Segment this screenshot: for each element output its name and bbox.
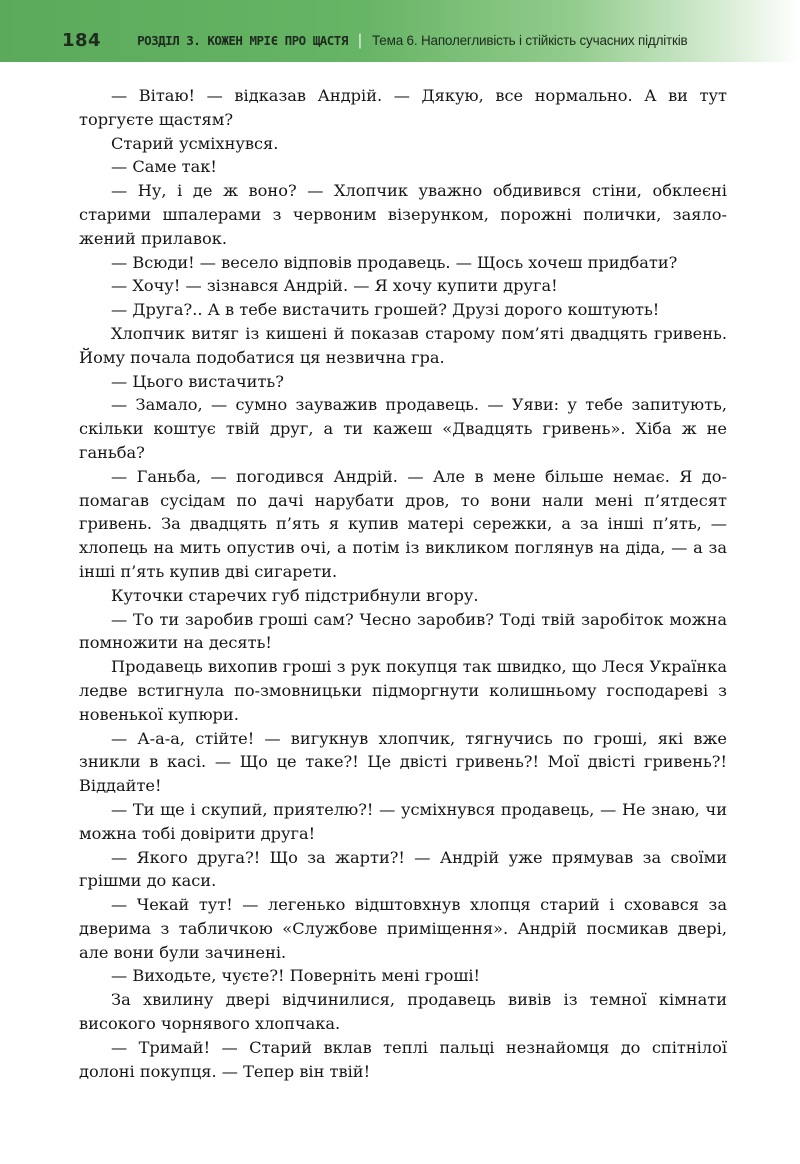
page-header — [0, 0, 800, 62]
paragraph: — Ну, і де ж воно? — Хлопчик уважно обдивився стіни, обклеєні старими шпалерами з червоним візерунком, порожні полички, заяложений прилавок. — [79, 181, 727, 248]
story-text — [79, 84, 727, 1083]
paragraph: — Якого друга?! Що за жарти?! — Андрій уже прямував за своїми грішми до каси. — [79, 847, 727, 891]
paragraph: Старий усміхнувся. — [111, 133, 279, 153]
paragraph: — Замало, — сумно зауважив продавець. — Уяви: у тебе запитують, скільки коштує твій друг, а ти кажеш «Двадцять гривень». Хіба ж не ганьба? — [79, 395, 727, 462]
paragraph: — А-а-а, стійте! — вигукнув хлопчик, тягнучись по гроші, які вже зникли в касі. — Що це таке?! Це двісті гривень?! Мої двісті гривень?! Віддайте! — [79, 728, 727, 796]
page-number: 184 — [62, 30, 102, 51]
paragraph: За хвилину двері відчинилися, продавець вивів із темної кімнати високого чорнявого хлопчака. — [79, 990, 727, 1034]
paragraph: Продавець вихопив гроші з рук покупця так швидко, що Леся Українка ледве встигнула по-змовницьки підморгнути колишньому господареві з новенької купюри. — [79, 657, 727, 724]
paragraph: — Хочу! — зізнався Андрій. — Я хочу купити друга! — [111, 276, 558, 296]
paragraph: — То ти заробив гроші сам? Чесно заробив? Тоді твій заробіток можна помножити на десять! — [79, 609, 727, 653]
paragraph: Хлопчик витяг із кишені й показав старому пом’яті двадцять гривень. Йому почала подобатися ця незвична гра. — [79, 323, 727, 367]
paragraph: — Чекай тут! — легенько відштовхнув хлопця старий і сховався за дверима з табличкою «Службове приміщення». Андрій посмикав двері, але вони були зачинені. — [79, 895, 727, 962]
chapter-title: РОЗДІЛ 3. КОЖЕН МРІЄ ПРО ЩАСТЯ — [137, 33, 348, 48]
paragraph: — Вітаю! — відказав Андрій. — Дякую, все нормально. А ви тут торгуєте щастям? — [79, 86, 727, 129]
header-separator: | — [357, 31, 363, 49]
paragraph: — Ганьба, — погодився Андрій. — Але в мене більше немає. Я допомагав сусідам по дачі нарубати дров, то вони нали мені п’ятдесят гривень. За двадцять п’ять я купив матері сережки, а за інші п’ять, — хлопець на мить опустив очі, а потім із викликом поглянув на діда, — а за інші п’ять купив дві сигарети. — [79, 466, 727, 581]
paragraph: Куточки старечих губ підстрибнули вгору. — [111, 585, 479, 605]
topic-title: Тема 6. Наполегливість і стійкість сучасних підлітків — [372, 33, 688, 48]
paragraph: — Цього вистачить? — [111, 371, 284, 391]
header-content — [62, 30, 688, 51]
paragraph: — Тримай! — Старий вклав теплі пальці незнайомця до спітнілої долоні покупця. — Тепер він твій! — [79, 1037, 727, 1081]
paragraph: — Саме так! — [111, 157, 217, 177]
paragraph: — Друга?.. А в тебе вистачить грошей? Друзі дорого коштують! — [111, 300, 660, 320]
paragraph: — Виходьте, чуєте?! Поверніть мені гроші! — [111, 966, 481, 986]
paragraph: — Всюди! — весело відповів продавець. — Щось хочеш придбати? — [111, 252, 678, 272]
paragraph: — Ти ще і скупий, приятелю?! — усміхнувся продавець, — Не знаю, чи можна тобі довірити друга! — [79, 799, 727, 843]
